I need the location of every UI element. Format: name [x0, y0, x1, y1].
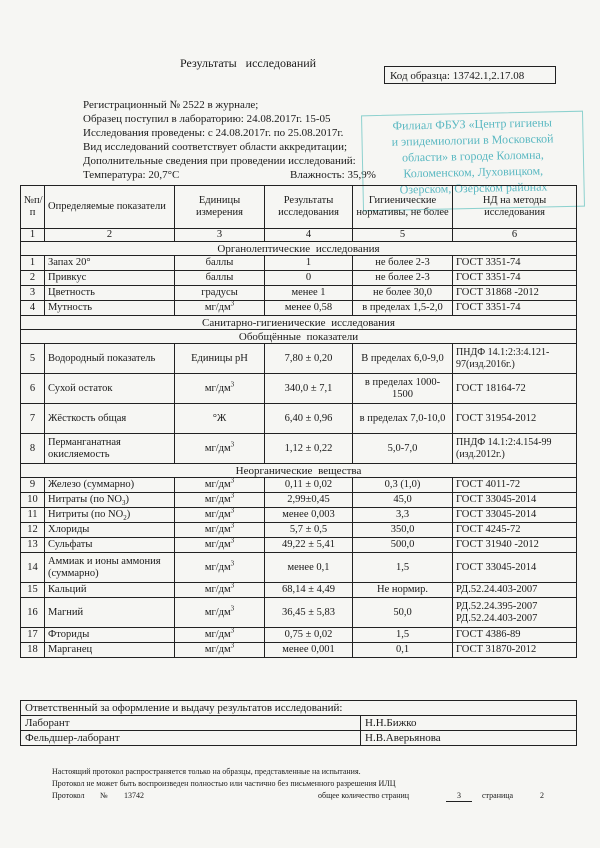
- unit-text: мг/дм: [204, 629, 231, 640]
- table-row: [21, 344, 577, 374]
- table-row: [21, 523, 577, 538]
- col-number: 3: [175, 229, 265, 242]
- table-row: [21, 374, 577, 404]
- table-row: [21, 583, 577, 598]
- col-number: 5: [353, 229, 453, 242]
- row-number: 5: [21, 344, 45, 374]
- row-unit: баллы: [175, 256, 265, 271]
- row-method: ГОСТ 31870-2012: [453, 643, 577, 658]
- responsible-role: Лаборант: [21, 716, 361, 731]
- row-indicator: Жёсткость общая: [45, 404, 175, 434]
- document-title: Результаты исследований: [180, 56, 317, 70]
- header-no: №п/п: [21, 186, 45, 229]
- stamp-line: Озерском, Озерском районах: [399, 179, 548, 197]
- row-result: 1: [265, 256, 353, 271]
- table-row: [21, 271, 577, 286]
- protocol-label: Протокол: [52, 791, 85, 800]
- table-row: [21, 538, 577, 553]
- row-norm: не более 30,0: [353, 286, 453, 301]
- row-result: менее 1: [265, 286, 353, 301]
- row-result: 36,45 ± 5,83: [265, 598, 353, 628]
- row-result: 0,11 ± 0,02: [265, 478, 353, 493]
- row-method: ГОСТ 31954-2012: [453, 404, 577, 434]
- pages-total-label: общее количество страниц: [318, 791, 410, 800]
- table-row: [21, 493, 577, 508]
- row-unit: [175, 628, 265, 643]
- page-label: страница: [482, 791, 514, 800]
- unit-text: мг/дм: [204, 509, 231, 520]
- row-norm: 350,0: [353, 523, 453, 538]
- row-indicator: Фториды: [45, 628, 175, 643]
- table-row: [21, 598, 577, 628]
- unit-text: мг/дм: [204, 382, 231, 394]
- row-method: ГОСТ 33045-2014: [453, 553, 577, 583]
- table-row: [21, 508, 577, 523]
- row-norm: Не нормир.: [353, 583, 453, 598]
- row-number: 18: [21, 643, 45, 658]
- header-results: Результаты исследования: [265, 186, 353, 229]
- table-row: [21, 478, 577, 493]
- section-general: Обобщённые показатели: [21, 330, 577, 344]
- col-number: 4: [265, 229, 353, 242]
- row-indicator: Мутность: [45, 301, 175, 316]
- unit-exponent: 3: [230, 492, 235, 500]
- page-number: 2: [540, 791, 544, 800]
- row-unit: °Ж: [175, 404, 265, 434]
- unit-exponent: 3: [230, 477, 235, 485]
- section-organoleptic: Органолептические исследования: [21, 242, 577, 256]
- unit-text: мг/дм: [204, 442, 231, 454]
- row-norm: не более 2-3: [353, 271, 453, 286]
- row-unit: [175, 538, 265, 553]
- unit-exponent: 3: [230, 507, 235, 515]
- unit-text: мг/дм: [204, 561, 231, 573]
- row-indicator: Запах 20°: [45, 256, 175, 271]
- responsible-name: Н.В.Аверьянова: [361, 731, 577, 746]
- row-method: ГОСТ 3351-74: [453, 301, 577, 316]
- registration-line: Регистрационный № 2522 в журнале;: [83, 99, 259, 111]
- unit-exponent: 3: [230, 604, 235, 612]
- unit-text: мг/дм: [204, 524, 231, 535]
- row-method: ГОСТ 3351-74: [453, 271, 577, 286]
- row-norm: 45,0: [353, 493, 453, 508]
- indicator-text: Нитриты (по NO: [48, 509, 124, 520]
- row-method: ГОСТ 33045-2014: [453, 493, 577, 508]
- row-indicator: Аммиак и ионы аммония (суммарно): [45, 553, 175, 583]
- row-indicator: Привкус: [45, 271, 175, 286]
- row-number: 16: [21, 598, 45, 628]
- row-unit: [175, 508, 265, 523]
- section-row: [21, 242, 577, 256]
- row-number: 11: [21, 508, 45, 523]
- row-method: ГОСТ 33045-2014: [453, 508, 577, 523]
- protocol-number-sign: №: [100, 791, 108, 800]
- row-result: 0,75 ± 0,02: [265, 628, 353, 643]
- section-inorganic: Неорганические вещества: [21, 464, 577, 478]
- row-result: 340,0 ± 7,1: [265, 374, 353, 404]
- unit-text: мг/дм: [204, 302, 231, 313]
- unit-text: мг/дм: [204, 606, 231, 618]
- section-row: [21, 464, 577, 478]
- table-row: [21, 404, 577, 434]
- row-indicator: [45, 493, 175, 508]
- row-number: 2: [21, 271, 45, 286]
- unit-exponent: 3: [230, 582, 235, 590]
- row-method: ПНДФ 14.1:2:3:4.121-97(изд.2016г.): [453, 344, 577, 374]
- stamp-line: Коломенском, Луховицком,: [403, 163, 544, 181]
- row-number: 17: [21, 628, 45, 643]
- table-header-row: [21, 186, 577, 229]
- unit-exponent: 3: [230, 440, 235, 448]
- row-number: 15: [21, 583, 45, 598]
- table-row: [21, 301, 577, 316]
- row-method: ГОСТ 3351-74: [453, 256, 577, 271]
- unit-exponent: 3: [230, 300, 235, 308]
- row-result: 2,99±0,45: [265, 493, 353, 508]
- responsible-row: [21, 731, 577, 746]
- section-row: [21, 330, 577, 344]
- results-table: [20, 185, 577, 658]
- header-units: Единицы измерения: [175, 186, 265, 229]
- row-norm: в пределах 1,5-2,0: [353, 301, 453, 316]
- row-norm: 5,0-7,0: [353, 434, 453, 464]
- responsible-row: [21, 716, 577, 731]
- indicator-text: Нитраты (по NO: [48, 494, 122, 505]
- row-result: 0: [265, 271, 353, 286]
- row-indicator: Марганец: [45, 643, 175, 658]
- row-indicator: Водородный показатель: [45, 344, 175, 374]
- row-unit: градусы: [175, 286, 265, 301]
- row-number: 9: [21, 478, 45, 493]
- formula-subscript: 2: [123, 514, 127, 523]
- row-indicator: Кальций: [45, 583, 175, 598]
- row-method: ГОСТ 31940 -2012: [453, 538, 577, 553]
- stamp-line: области» в городе Коломна,: [401, 147, 544, 165]
- row-indicator: Сульфаты: [45, 538, 175, 553]
- row-norm: в пределах 1000-1500: [353, 374, 453, 404]
- row-number: 14: [21, 553, 45, 583]
- row-unit: [175, 434, 265, 464]
- row-indicator: Железо (суммарно): [45, 478, 175, 493]
- row-indicator: Перманганатная окисляемость: [45, 434, 175, 464]
- row-method: РД.52.24.403-2007: [453, 583, 577, 598]
- row-number: 7: [21, 404, 45, 434]
- pages-total-value: 3: [446, 791, 472, 802]
- responsible-role: Фельдшер-лаборант: [21, 731, 361, 746]
- stamp-line: и эпидемиологии в Московской: [391, 131, 554, 149]
- received-line: Образец поступил в лабораторию: 24.08.2017г. 15-05: [83, 113, 331, 125]
- row-norm: В пределах 6,0-9,0: [353, 344, 453, 374]
- extra-info-line: Дополнительные сведения при проведении исследований:: [83, 155, 356, 167]
- stamp-line: Филиал ФБУЗ «Центр гигиены: [392, 115, 553, 133]
- header-norms: Гигиенические нормативы, не более: [353, 186, 453, 229]
- table-row: [21, 434, 577, 464]
- responsible-heading: Ответственный за оформление и выдачу результатов исследований:: [21, 701, 577, 716]
- unit-exponent: 3: [230, 522, 235, 530]
- footer-note: Протокол не может быть воспроизведен полностью или частично без письменного разрешения ИЛЦ: [52, 779, 396, 788]
- row-method: ГОСТ 4245-72: [453, 523, 577, 538]
- indicator-close: ): [126, 509, 131, 520]
- col-number: 1: [21, 229, 45, 242]
- protocol-number: 13742: [124, 791, 144, 800]
- row-norm: 0,3 (1,0): [353, 478, 453, 493]
- row-unit: [175, 493, 265, 508]
- row-result: 5,7 ± 0,5: [265, 523, 353, 538]
- column-numbers-row: [21, 229, 577, 242]
- row-number: 12: [21, 523, 45, 538]
- row-unit: [175, 583, 265, 598]
- row-result: 6,40 ± 0,96: [265, 404, 353, 434]
- col-number: 6: [453, 229, 577, 242]
- section-sanitary: Санитарно-гигиенические исследования: [21, 316, 577, 330]
- unit-text: мг/дм: [204, 644, 231, 655]
- row-result: менее 0,58: [265, 301, 353, 316]
- row-result: 1,12 ± 0,22: [265, 434, 353, 464]
- header-indicator: Определяемые показатели: [45, 186, 175, 229]
- row-unit: [175, 523, 265, 538]
- row-method: ГОСТ 4386-89: [453, 628, 577, 643]
- unit-exponent: 3: [230, 537, 235, 545]
- unit-exponent: 3: [230, 559, 235, 567]
- footer-note: Настоящий протокол распространяется только на образцы, представленные на испытания.: [52, 767, 361, 776]
- row-method: ГОСТ 4011-72: [453, 478, 577, 493]
- row-method: ГОСТ 18164-72: [453, 374, 577, 404]
- table-row: [21, 643, 577, 658]
- unit-text: мг/дм: [204, 584, 231, 595]
- unit-text: мг/дм: [204, 539, 231, 550]
- section-row: [21, 316, 577, 330]
- unit-exponent: 3: [230, 642, 235, 650]
- sample-code-box: Код образца: 13742.1,2.17.08: [384, 66, 556, 84]
- row-indicator: Цветность: [45, 286, 175, 301]
- row-unit: Единицы pH: [175, 344, 265, 374]
- row-number: 1: [21, 256, 45, 271]
- row-number: 13: [21, 538, 45, 553]
- unit-exponent: 3: [230, 627, 235, 635]
- header-methods: НД на методы исследования: [453, 186, 577, 229]
- row-unit: [175, 553, 265, 583]
- row-number: 4: [21, 301, 45, 316]
- accreditation-line: Вид исследований соответствует области аккредитации;: [83, 141, 348, 153]
- formula-subscript: 3: [121, 499, 126, 508]
- row-method: РД.52.24.395-2007 РД.52.24.403-2007: [453, 598, 577, 628]
- humidity-line: Влажность: 35,9%: [290, 169, 376, 181]
- table-row: [21, 628, 577, 643]
- row-norm: 0,1: [353, 643, 453, 658]
- table-row: [21, 256, 577, 271]
- row-norm: 1,5: [353, 553, 453, 583]
- row-number: 8: [21, 434, 45, 464]
- row-indicator: Хлориды: [45, 523, 175, 538]
- row-norm: в пределах 7,0-10,0: [353, 404, 453, 434]
- row-result: 7,80 ± 0,20: [265, 344, 353, 374]
- table-row: [21, 286, 577, 301]
- responsible-heading-row: [21, 701, 577, 716]
- row-unit: [175, 598, 265, 628]
- row-result: 49,22 ± 5,41: [265, 538, 353, 553]
- row-method: ПНДФ 14.1:2:4.154-99 (изд.2012г.): [453, 434, 577, 464]
- table-row: [21, 553, 577, 583]
- row-unit: баллы: [175, 271, 265, 286]
- row-unit: [175, 478, 265, 493]
- unit-exponent: 3: [230, 380, 235, 388]
- row-result: менее 0,003: [265, 508, 353, 523]
- row-result: менее 0,1: [265, 553, 353, 583]
- responsible-name: Н.Н.Бижко: [361, 716, 577, 731]
- row-number: 3: [21, 286, 45, 301]
- row-indicator: Сухой остаток: [45, 374, 175, 404]
- row-result: 68,14 ± 4,49: [265, 583, 353, 598]
- row-unit: [175, 643, 265, 658]
- row-method: ГОСТ 31868 -2012: [453, 286, 577, 301]
- row-norm: 3,3: [353, 508, 453, 523]
- responsible-table: [20, 700, 577, 746]
- row-indicator: [45, 508, 175, 523]
- row-unit: [175, 374, 265, 404]
- research-dates-line: Исследования проведены: с 24.08.2017г. по 25.08.2017г.: [83, 127, 344, 139]
- row-unit: [175, 301, 265, 316]
- row-number: 6: [21, 374, 45, 404]
- col-number: 2: [45, 229, 175, 242]
- unit-text: мг/дм: [204, 479, 231, 490]
- indicator-close: ): [125, 494, 129, 505]
- unit-text: мг/дм: [204, 494, 231, 505]
- row-indicator: Магний: [45, 598, 175, 628]
- row-norm: 500,0: [353, 538, 453, 553]
- row-number: 10: [21, 493, 45, 508]
- temperature-line: Температура: 20,7°С: [83, 169, 180, 181]
- row-norm: не более 2-3: [353, 256, 453, 271]
- row-result: менее 0,001: [265, 643, 353, 658]
- row-norm: 50,0: [353, 598, 453, 628]
- row-norm: 1,5: [353, 628, 453, 643]
